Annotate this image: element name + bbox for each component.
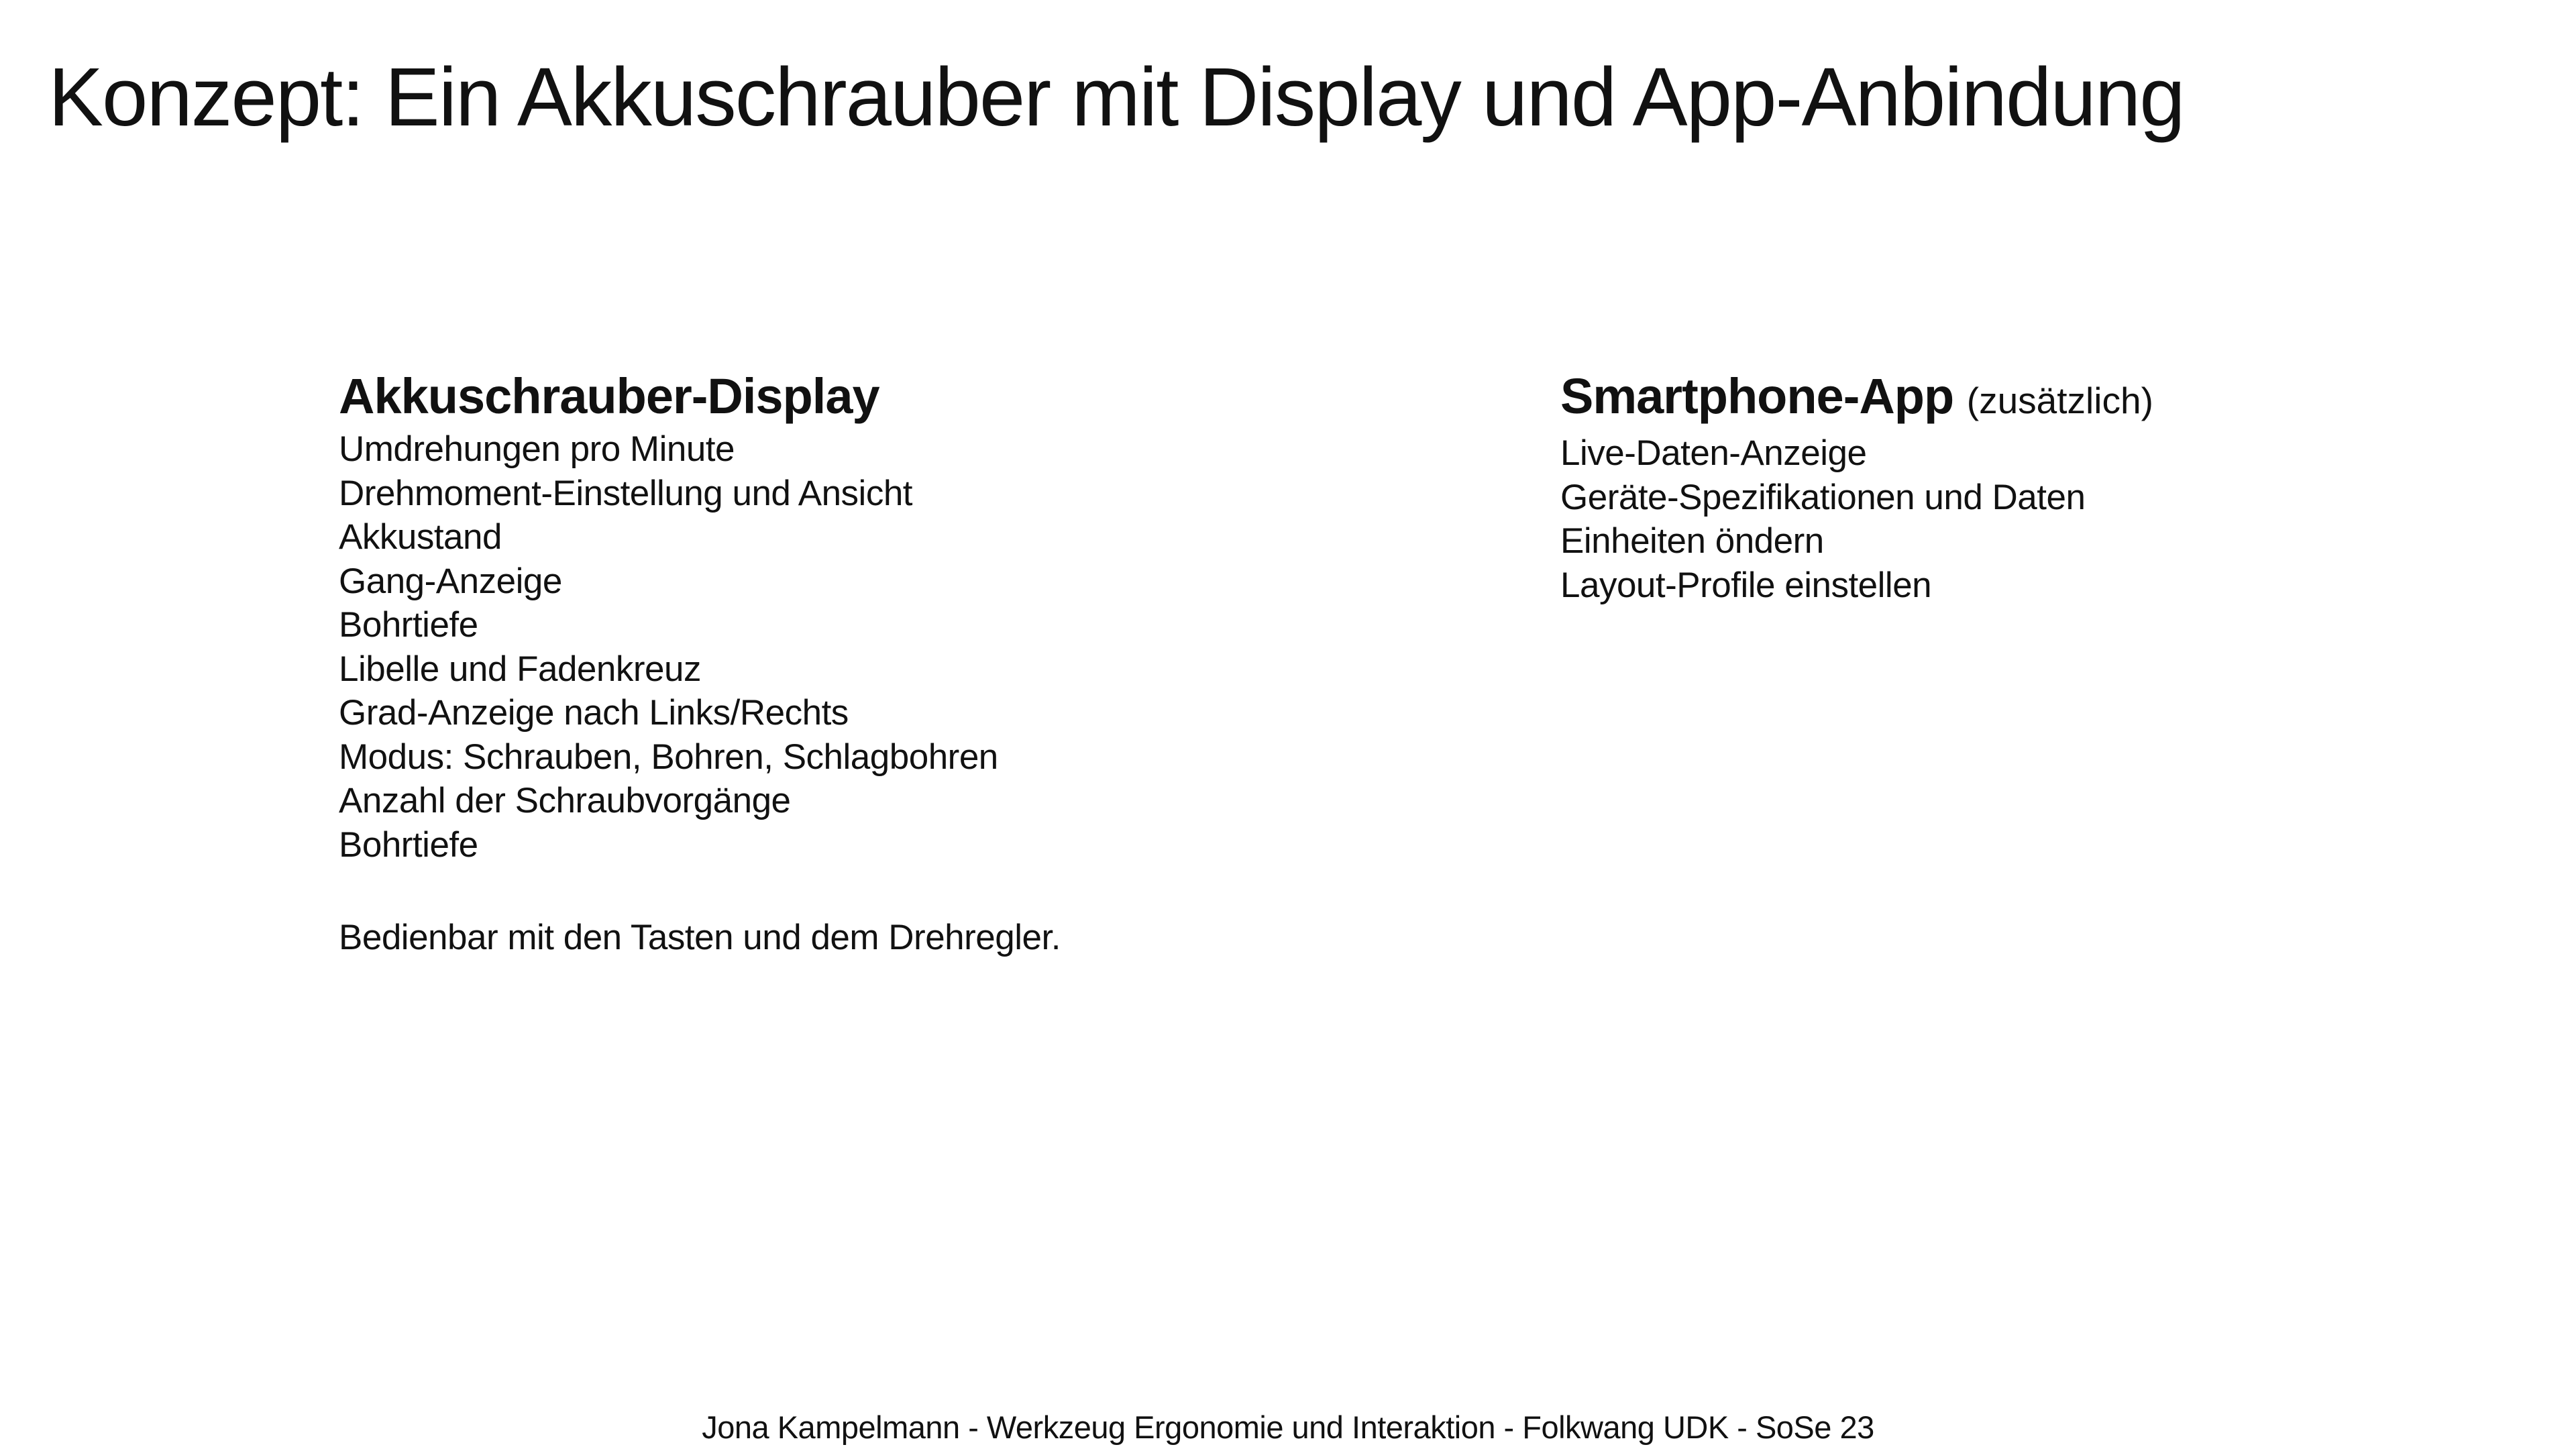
display-section-heading xyxy=(339,366,1061,427)
operation-note: Bedienbar mit den Tasten und dem Drehregler. xyxy=(339,918,1061,957)
display-feature-list xyxy=(339,427,1061,867)
display-feature-item: Umdrehungen pro Minute xyxy=(339,429,735,469)
display-feature-item: Akkustand xyxy=(339,517,502,557)
app-section xyxy=(1560,366,2153,607)
display-feature-item: Libelle und Fadenkreuz xyxy=(339,649,701,689)
display-feature-item: Gang-Anzeige xyxy=(339,561,562,601)
display-feature-item: Bohrtiefe xyxy=(339,605,478,645)
display-feature-item: Grad-Anzeige nach Links/Rechts xyxy=(339,693,849,733)
slide-title: Konzept: Ein Akkuschrauber mit Display und App-Anbindung xyxy=(48,52,2184,144)
display-heading-text: Akkuschrauber-Display xyxy=(339,368,879,424)
app-heading-text: Smartphone-App xyxy=(1560,368,1954,424)
display-feature-item: Bohrtiefe xyxy=(339,824,478,865)
display-feature-item: Anzahl der Schraubvorgänge xyxy=(339,781,791,820)
app-feature-item: Layout-Profile einstellen xyxy=(1560,565,1932,605)
app-feature-list xyxy=(1560,431,2153,607)
app-feature-item: Live-Daten-Anzeige xyxy=(1560,433,1867,473)
app-heading-note: (zusätzlich) xyxy=(1966,380,2153,421)
display-section xyxy=(339,366,1061,960)
display-feature-item: Drehmoment-Einstellung und Ansicht xyxy=(339,473,913,513)
app-section-heading xyxy=(1560,366,2153,431)
app-feature-item: Einheiten öndern xyxy=(1560,521,1824,561)
display-feature-item: Modus: Schrauben, Bohren, Schlagbohren xyxy=(339,737,998,777)
slide-footer: Jona Kampelmann - Werkzeug Ergonomie und Interaktion - Folkwang UDK - SoSe 23 xyxy=(702,1409,1874,1445)
app-feature-item: Geräte-Spezifikationen und Daten xyxy=(1560,477,2086,517)
